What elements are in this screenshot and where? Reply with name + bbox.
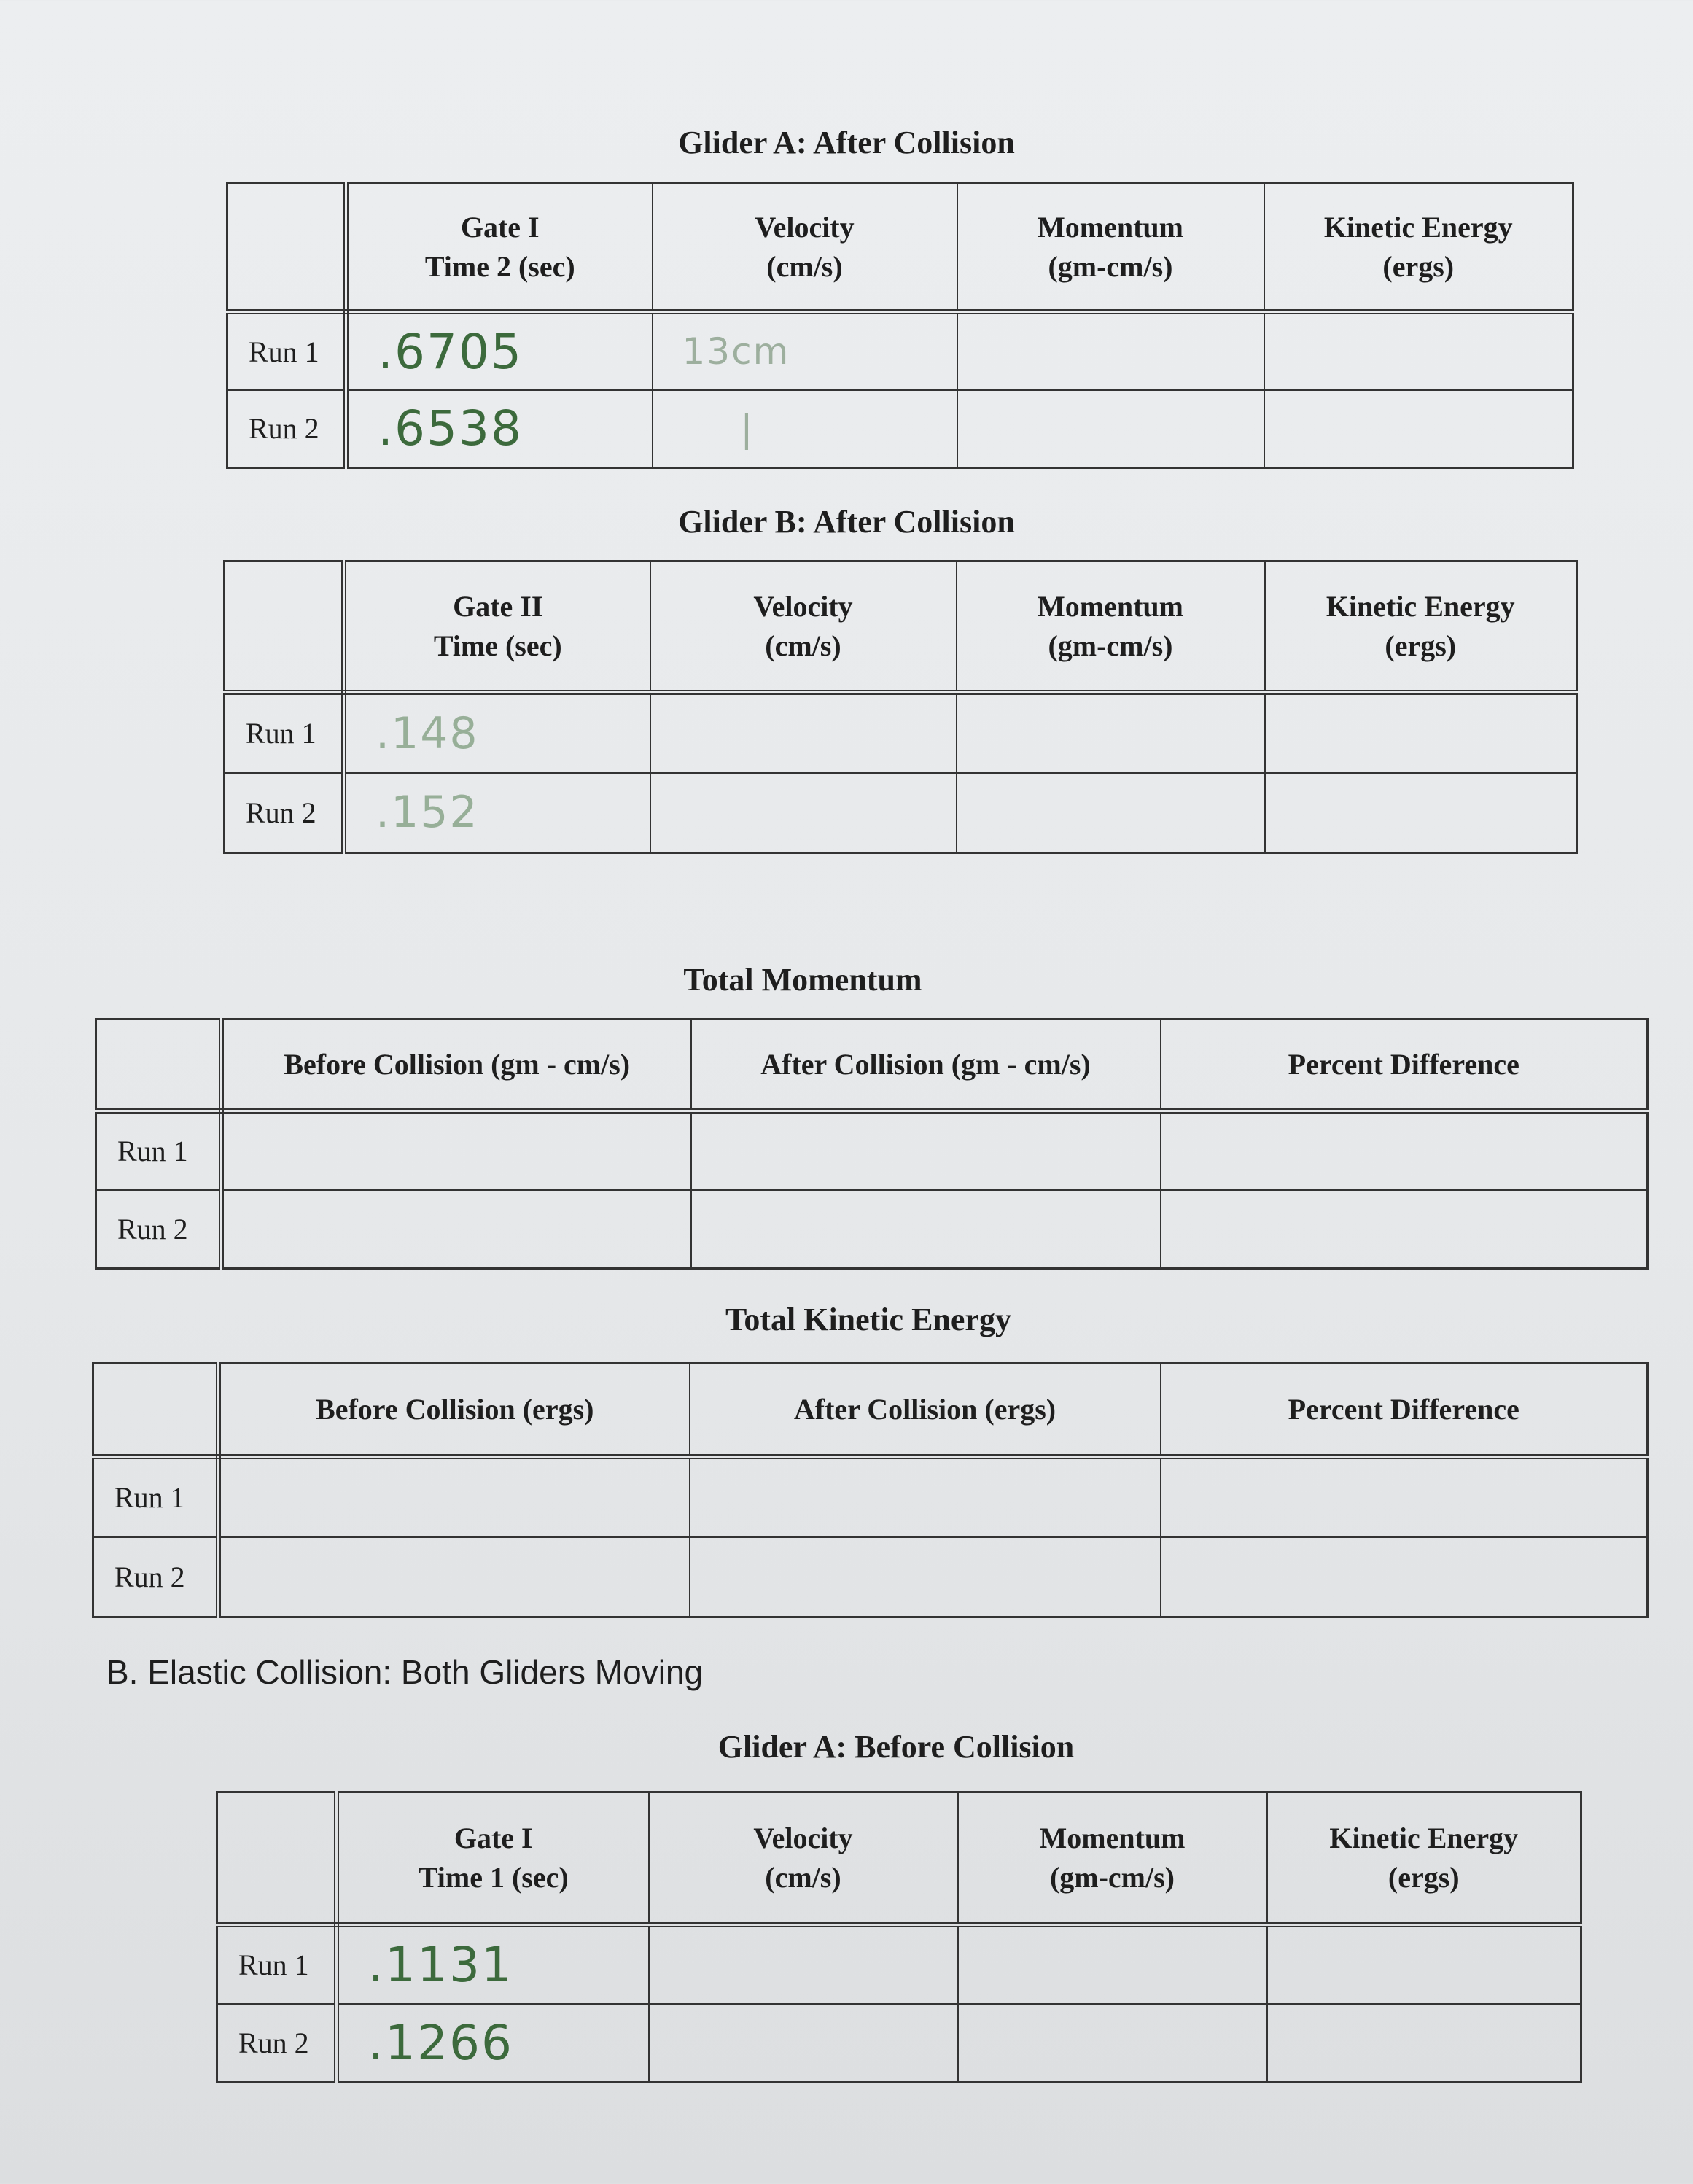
header-row [217,1792,1581,1925]
header-gate-time: Gate I Time 1 (sec) [337,1792,649,1925]
momentum-cell[interactable] [957,693,1265,773]
time-cell[interactable]: .1131 [337,1925,649,2004]
kinetic-energy-cell[interactable] [1265,773,1577,853]
percent-cell[interactable] [1161,1457,1648,1537]
velocity-cell[interactable]: 13cm [653,312,957,390]
momentum-cell[interactable] [957,312,1264,390]
header-blank [217,1792,337,1925]
header-row [225,561,1577,693]
kinetic-energy-cell[interactable] [1264,312,1573,390]
glider-a-after-table [226,182,1574,469]
table-row [227,312,1573,390]
velocity-cell[interactable] [650,773,957,853]
header-percent-difference: Percent Difference [1161,1364,1648,1457]
momentum-cell[interactable] [958,2004,1267,2083]
percent-cell[interactable] [1161,1111,1648,1190]
kinetic-energy-cell[interactable] [1265,693,1577,773]
kinetic-energy-cell[interactable] [1264,390,1573,468]
time-cell[interactable]: .1266 [337,2004,649,2083]
after-cell[interactable] [690,1537,1161,1617]
percent-cell[interactable] [1161,1190,1648,1269]
percent-cell[interactable] [1161,1537,1648,1617]
header-blank [93,1364,219,1457]
glider-b-after-table [223,560,1578,854]
table-row [96,1190,1648,1269]
header-momentum: Momentum (gm-cm/s) [958,1792,1267,1925]
row-label: Run 1 [217,1925,337,2004]
glider-b-after-title: Glider B: After Collision [678,504,1015,540]
velocity-cell[interactable] [649,1925,958,2004]
header-row [96,1019,1648,1111]
table-row [217,1925,1581,2004]
time-cell[interactable]: .152 [344,773,650,853]
table-row [217,2004,1581,2083]
header-kinetic-energy: Kinetic Energy (ergs) [1264,184,1573,312]
glider-a-after-title: Glider A: After Collision [678,125,1015,160]
header-blank [227,184,346,312]
header-percent-difference: Percent Difference [1161,1019,1648,1111]
row-label: Run 2 [227,390,346,468]
velocity-cell[interactable] [650,693,957,773]
before-cell[interactable] [219,1537,690,1617]
after-cell[interactable] [690,1457,1161,1537]
table-row [225,773,1577,853]
momentum-cell[interactable] [957,390,1264,468]
header-gate-time: Gate II Time (sec) [344,561,650,693]
table-row [227,390,1573,468]
row-label: Run 1 [227,312,346,390]
time-cell[interactable]: .6705 [346,312,653,390]
header-after-collision: After Collision (ergs) [690,1364,1161,1457]
row-label: Run 1 [225,693,344,773]
table-row [96,1111,1648,1190]
row-label: Run 2 [93,1537,219,1617]
before-cell[interactable] [222,1190,691,1269]
after-cell[interactable] [691,1190,1161,1269]
header-row [93,1364,1648,1457]
header-kinetic-energy: Kinetic Energy (ergs) [1265,561,1577,693]
header-before-collision: Before Collision (gm - cm/s) [222,1019,691,1111]
header-velocity: Velocity (cm/s) [650,561,957,693]
row-label: Run 2 [96,1190,222,1269]
header-velocity: Velocity (cm/s) [653,184,957,312]
velocity-cell[interactable] [649,2004,958,2083]
header-kinetic-energy: Kinetic Energy (ergs) [1267,1792,1581,1925]
kinetic-energy-cell[interactable] [1267,1925,1581,2004]
row-label: Run 2 [225,773,344,853]
header-gate-time: Gate I Time 2 (sec) [346,184,653,312]
momentum-cell[interactable] [958,1925,1267,2004]
kinetic-energy-cell[interactable] [1267,2004,1581,2083]
before-cell[interactable] [219,1457,690,1537]
total-ke-title: Total Kinetic Energy [725,1302,1011,1337]
header-momentum: Momentum (gm-cm/s) [957,561,1265,693]
header-velocity: Velocity (cm/s) [649,1792,958,1925]
time-cell[interactable]: .6538 [346,390,653,468]
header-blank [225,561,344,693]
before-cell[interactable] [222,1111,691,1190]
total-momentum-title: Total Momentum [683,962,922,998]
table-row [225,693,1577,773]
header-after-collision: After Collision (gm - cm/s) [691,1019,1161,1111]
table-row [93,1457,1648,1537]
total-momentum-table [95,1018,1649,1270]
glider-a-before-table [216,1791,1582,2083]
section-b-heading: B. Elastic Collision: Both Gliders Moving [106,1653,704,1691]
row-label: Run 1 [96,1111,222,1190]
row-label: Run 1 [93,1457,219,1537]
momentum-cell[interactable] [957,773,1265,853]
header-momentum: Momentum (gm-cm/s) [957,184,1264,312]
velocity-cell[interactable]: | [653,390,957,468]
after-cell[interactable] [691,1111,1161,1190]
glider-a-before-title: Glider A: Before Collision [717,1729,1075,1765]
header-row [227,184,1573,312]
time-cell[interactable]: .148 [344,693,650,773]
header-before-collision: Before Collision (ergs) [219,1364,690,1457]
table-row [93,1537,1648,1617]
header-blank [96,1019,222,1111]
total-ke-table [92,1362,1649,1618]
row-label: Run 2 [217,2004,337,2083]
